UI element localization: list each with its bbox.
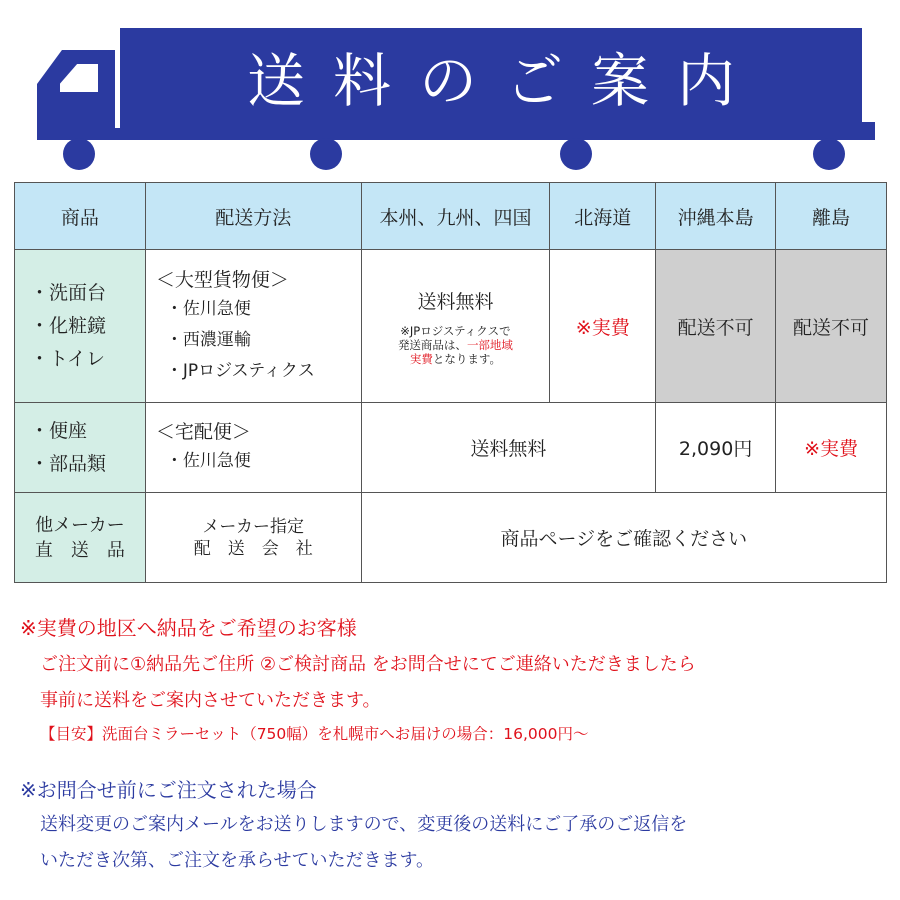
maker-method-line: メーカー指定 bbox=[202, 516, 305, 537]
table-row bbox=[15, 250, 887, 403]
header-hokkaido: 北海道 bbox=[550, 183, 656, 250]
product-cell bbox=[15, 493, 146, 583]
note-text: 発送商品は、 bbox=[397, 337, 467, 352]
truck-cargo bbox=[120, 28, 862, 123]
header-okinawa: 沖縄本島 bbox=[656, 183, 776, 250]
carrier-item: ・JPロジスティクス bbox=[165, 360, 315, 381]
truck-wheel-icon bbox=[813, 138, 845, 170]
method-cell bbox=[145, 403, 361, 493]
note-text: ※JPロジスティクスで bbox=[400, 323, 511, 338]
note-text: いただき次第、ご注文を承らせていただきます。 bbox=[40, 850, 435, 871]
maker-product-line: 他メーカー bbox=[35, 514, 125, 536]
product-item: ・便座 bbox=[30, 419, 88, 442]
note-text: ご注文前に①納品先ご住所 ②ご検討商品 をお問合せにてご連絡いただきましたら bbox=[40, 654, 696, 675]
table-header-row bbox=[15, 183, 887, 250]
product-item: ・化粧鏡 bbox=[30, 314, 107, 337]
header-method: 配送方法 bbox=[145, 183, 361, 250]
shipping-table bbox=[14, 182, 887, 583]
product-cell bbox=[15, 403, 146, 493]
note-example: 【目安】洗面台ミラーセット（750幅）を札幌市へお届けの場合：16,000円〜 bbox=[40, 725, 589, 743]
note-red-text: 実費 bbox=[409, 351, 433, 366]
maker-product-line: 直 送 品 bbox=[34, 539, 125, 561]
ritou-cell: ※実費 bbox=[776, 403, 887, 493]
product-item: ・部品類 bbox=[30, 452, 107, 475]
maker-method-line: 配 送 会 社 bbox=[193, 538, 313, 559]
page-title: 送料のご案内 bbox=[246, 46, 763, 115]
truck-wheel-icon bbox=[310, 138, 342, 170]
hokkaido-cell: ※実費 bbox=[550, 250, 656, 403]
product-item: ・洗面台 bbox=[30, 281, 107, 304]
note-text: 事前に送料をご案内させていただきます。 bbox=[40, 690, 381, 711]
carrier-item: ・佐川急便 bbox=[165, 451, 251, 471]
note-text: となります。 bbox=[432, 351, 501, 366]
truck-wheel-icon bbox=[63, 138, 95, 170]
truck-banner bbox=[0, 0, 900, 180]
honshu-cell bbox=[361, 250, 550, 403]
product-page-cell: 商品ページをご確認ください bbox=[361, 493, 886, 583]
okinawa-cell: 配送不可 bbox=[656, 250, 776, 403]
note-prior-order-heading: ※お問合せ前にご注文された場合 bbox=[20, 778, 317, 802]
table-row bbox=[15, 493, 887, 583]
carrier-item: ・西濃運輸 bbox=[165, 329, 251, 350]
header-honshu: 本州、九州、四国 bbox=[361, 183, 550, 250]
method-category: ＜大型貨物便＞ bbox=[155, 268, 289, 291]
ritou-cell: 配送不可 bbox=[776, 250, 887, 403]
product-cell bbox=[15, 250, 146, 403]
note-text: 送料変更のご案内メールをお送りしますので、変更後の送料にご了承のご返信を bbox=[40, 814, 688, 835]
truck-chassis-upper bbox=[120, 122, 875, 134]
product-item: ・トイレ bbox=[30, 347, 106, 370]
header-product: 商品 bbox=[15, 183, 146, 250]
jp-logistics-note bbox=[363, 324, 549, 366]
table-row bbox=[15, 403, 887, 493]
header-ritou: 離島 bbox=[776, 183, 887, 250]
truck-cab bbox=[37, 50, 115, 135]
truck-wheel-icon bbox=[560, 138, 592, 170]
carrier-item: ・佐川急便 bbox=[165, 298, 251, 319]
free-shipping-label: 送料無料 bbox=[417, 290, 494, 313]
method-category: ＜宅配便＞ bbox=[155, 421, 251, 443]
honshu-hokkaido-cell: 送料無料 bbox=[361, 403, 656, 493]
method-cell bbox=[145, 250, 361, 403]
method-cell bbox=[145, 493, 361, 583]
note-red-text: 一部地域 bbox=[466, 337, 513, 352]
okinawa-cell: 2,090円 bbox=[656, 403, 776, 493]
note-actual-cost-heading: ※実費の地区へ納品をご希望のお客様 bbox=[20, 616, 357, 640]
